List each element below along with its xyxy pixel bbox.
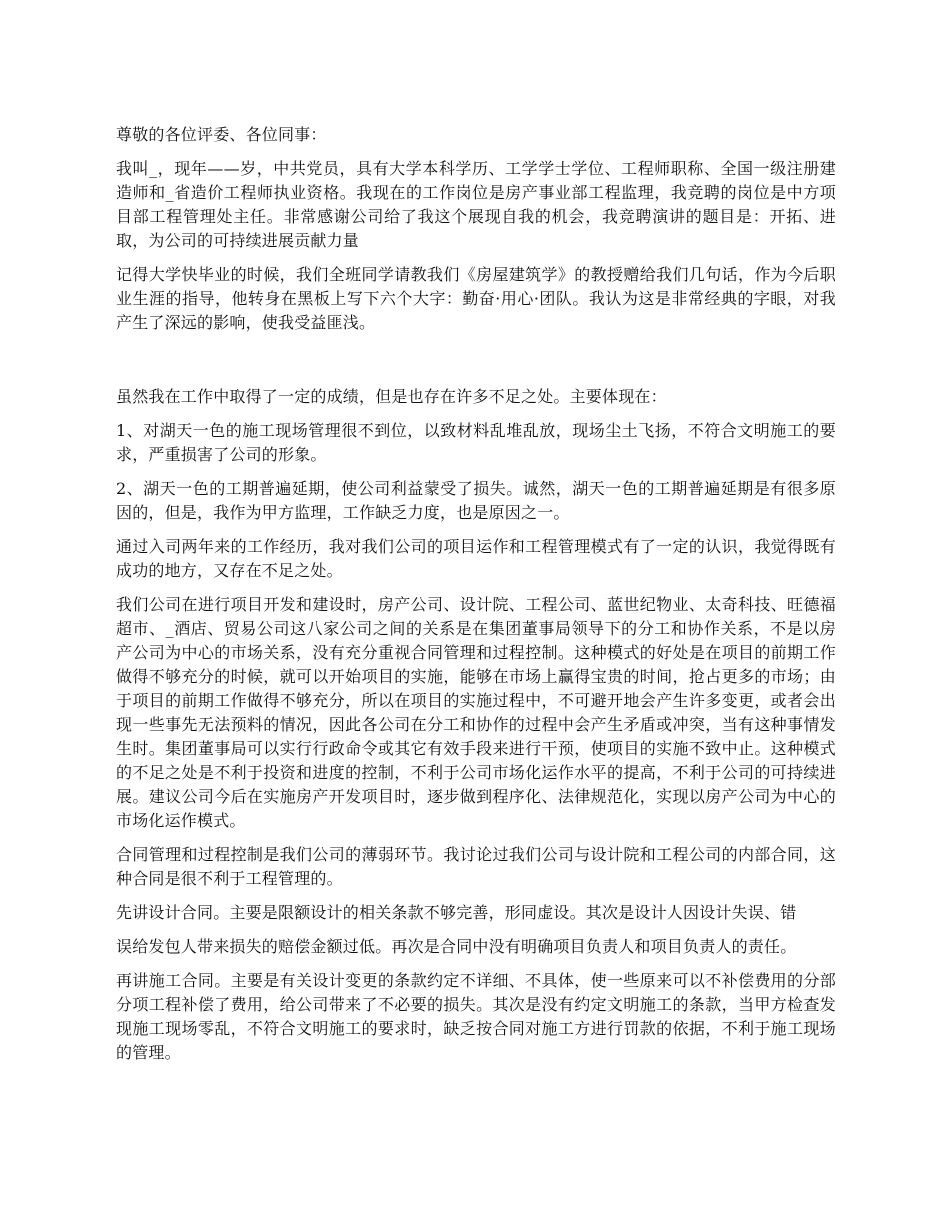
paragraph-introduction: 我叫_，现年——岁，中共党员，具有大学本科学历、工学学士学位、工程师职称、全国一级注册建造师和_省造价工程师执业资格。我现在的工作岗位是房产事业部工程监理，我竞聘的岗位是中方项目部工程管理处主任。非常感谢公司给了我这个展现自我的机会，我竞聘演讲的题目是：开拓、进取，为公司的可持续进展贡献力量: [116, 159, 836, 250]
salutation: 尊敬的各位评委、各位同事：: [116, 125, 327, 144]
paragraph-shortcomings-intro: 虽然我在工作中取得了一定的成绩，但是也存在许多不足之处。主要体现在：: [116, 387, 667, 406]
paragraph-design-contract-continued: 误给发包人带来损失的赔偿金额过低。再次是合同中没有明确项目负责人和项目负责人的责任。: [116, 937, 797, 956]
paragraph-design-contract: 先讲设计合同。主要是限额设计的相关条款不够完善，形同虚设。其次是设计人因设计失误、错: [116, 903, 797, 922]
paragraph-construction-contract: 再讲施工合同。主要是有关设计变更的条款约定不详细、不具体，使一些原来可以不补偿费用的分部分项工程补偿了费用，给公司带来了不必要的损失。其次是没有约定文明施工的条款，当甲方检查发现施工现场零乱，不符合文明施工的要求时，缺乏按合同对施工方进行罚款的依据，不利于施工现场的管理。: [116, 971, 836, 1062]
blank-gap: [116, 345, 836, 385]
paragraph-management-model: 我们公司在进行项目开发和建设时，房产公司、设计院、工程公司、蓝世纪物业、太奇科技、旺德福超市、_酒店、贸易公司这八家公司之间的关系是在集团董事局领导下的分工和协作关系，不是以房产公司为中心的市场关系，没有充分重视合同管理和过程控制。这种模式的好处是在项目的前期工作做得不够充分的时候，就可以开始项目的实施，能够在市场上赢得宝贵的时间，抢占更多的市场；由于项目的前期工作做得不够充分，所以在项目的实施过程中，不可避开地会产生许多变更，或者会出现一些事先无法预料的情况，因此各公司在分工和协作的过程中会产生矛盾或冲突，当有这种事情发生时。集团董事局可以实行行政命令或其它有效手段来进行干预，使项目的实施不致中止。这种模式的不足之处是不利于投资和进度的控制，不利于公司市场化运作水平的提高，不利于公司的可持续进展。建议公司今后在实施房产开发项目时，逐步做到程序化、法律规范化，实现以房产公司为中心的市场化运作模式。: [116, 595, 836, 830]
document-body: [116, 123, 836, 1075]
paragraph-shortcoming-2: 2、湖天一色的工期普遍延期，使公司利益蒙受了损失。诚然，湖天一色的工期普遍延期是有很多原因的，但是，我作为甲方监理，工作缺乏力度，也是原因之一。: [116, 479, 836, 522]
paragraph-contract-management: 合同管理和过程控制是我们公司的薄弱环节。我讨论过我们公司与设计院和工程公司的内部合同，这种合同是很不利于工程管理的。: [116, 845, 836, 888]
paragraph-experience: 通过入司两年来的工作经历，我对我们公司的项目运作和工程管理模式有了一定的认识，我觉得既有成功的地方，又存在不足之处。: [116, 537, 836, 580]
paragraph-shortcoming-1: 1、对湖天一色的施工现场管理很不到位，以致材料乱堆乱放，现场尘土飞扬，不符合文明施工的要求，严重损害了公司的形象。: [116, 421, 836, 464]
paragraph-university-memory: 记得大学快毕业的时候，我们全班同学请教我们《房屋建筑学》的教授赠给我们几句话，作为今后职业生涯的指导，他转身在黑板上写下六个大字：勤奋·用心·团队。我认为这是非常经典的字眼，对我产生了深远的影响，使我受益匪浅。: [116, 265, 836, 332]
